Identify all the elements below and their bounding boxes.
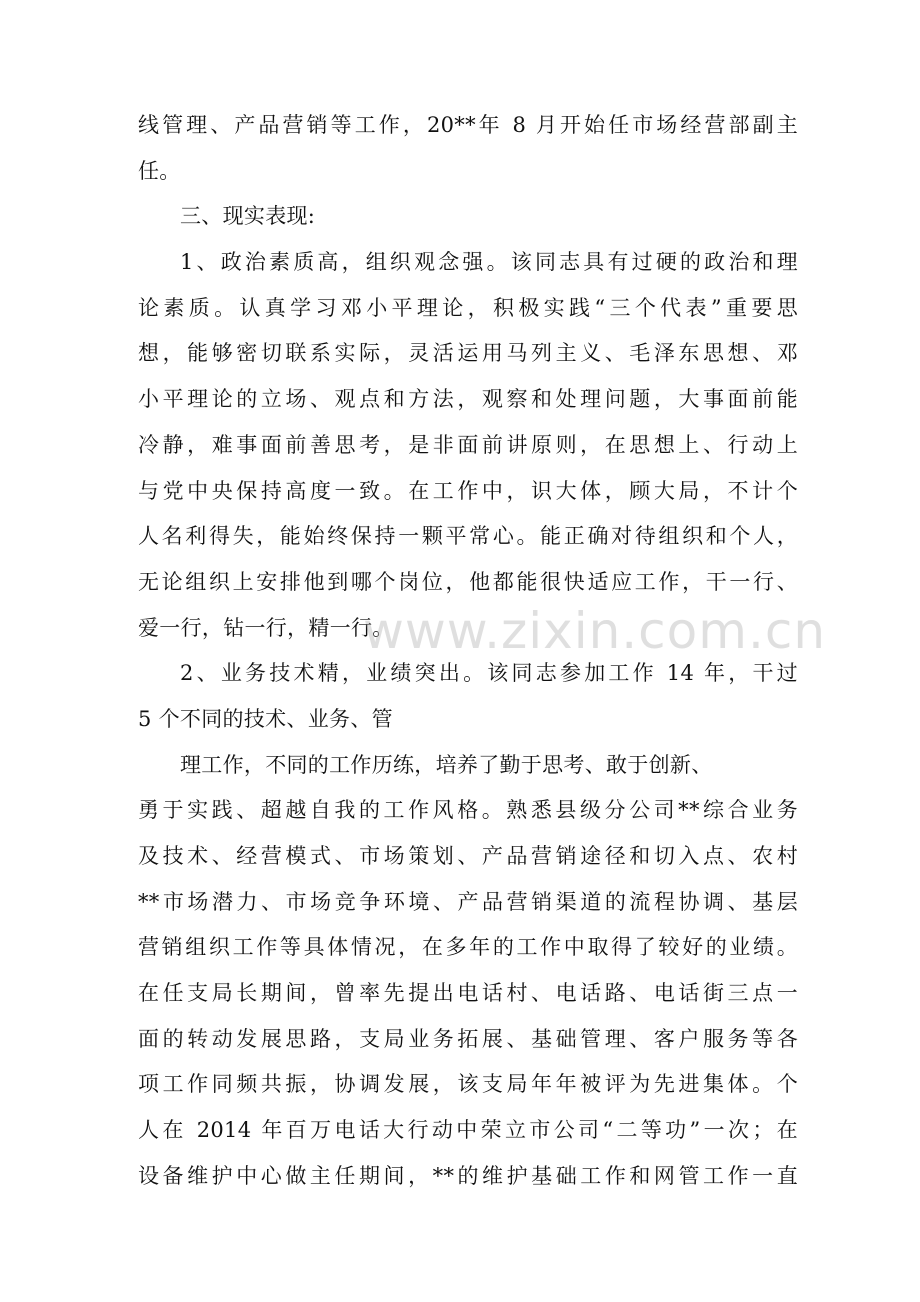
text-line: 小平理论的立场、观点和方法，观察和处理问题，大事面前能 [138, 387, 798, 412]
text-line: 面的转动发展思路，支局业务拓展、基础管理、客户服务等各 [138, 1026, 798, 1051]
text-line: 想，能够密切联系实际，灵活运用马列主义、毛泽东思想、邓 [138, 341, 798, 366]
text-line: 5 个不同的技术、业务、管 [138, 706, 393, 731]
text-line: 论素质。认真学习邓小平理论，积极实践“三个代表”重要思 [138, 295, 798, 320]
text-line: 在任支局长期间，曾率先提出电话村、电话路、电话街三点一 [138, 981, 798, 1006]
body-text [138, 103, 798, 1200]
text-line: 项工作同频共振，协调发展，该支局年年被评为先进集体。个 [138, 1072, 798, 1097]
text-line: 线管理、产品营销等工作，20**年 8 月开始任市场经营部副主 [138, 113, 798, 137]
text-line: **市场潜力、市场竞争环境、产品营销渠道的流程协调、基层 [138, 889, 798, 914]
text-line: 理工作，不同的工作历练，培养了勤于思考、敢于创新、 [180, 752, 713, 777]
text-line: 及技术、经营模式、市场策划、产品营销途径和切入点、农村 [138, 844, 798, 868]
text-line: 营销组织工作等具体情况，在多年的工作中取得了较好的业绩。 [138, 935, 798, 960]
text-line: 爱一行，钻一行，精一行。 [138, 615, 394, 640]
text-line: 人在 2014 年百万电话大行动中荣立市公司“二等功”一次；在 [138, 1118, 798, 1143]
text-line: 任。 [138, 158, 181, 183]
text-line: 无论组织上安排他到哪个岗位，他都能很快适应工作，干一行、 [138, 569, 798, 594]
text-line: 与党中央保持高度一致。在工作中，识大体，顾大局，不计个 [138, 478, 798, 503]
text-line: 2、业务技术精，业绩突出。该同志参加工作 14 年，干过 [180, 661, 798, 686]
section-heading: 三、现实表现: [180, 204, 316, 229]
text-line: 人名利得失，能始终保持一颗平常心。能正确对待组织和个人， [138, 524, 798, 549]
text-line: 冷静，难事面前善思考，是非面前讲原则，在思想上、行动上 [138, 432, 798, 457]
text-line: 设备维护中心做主任期间，**的维护基础工作和网管工作一直 [138, 1163, 798, 1188]
watermark: www.zixin.com.cn [363, 602, 827, 660]
text-line: 勇于实践、超越自我的工作风格。熟悉县级分公司**综合业务 [138, 798, 798, 823]
text-line: 1、政治素质高，组织观念强。该同志具有过硬的政治和理 [180, 250, 798, 275]
